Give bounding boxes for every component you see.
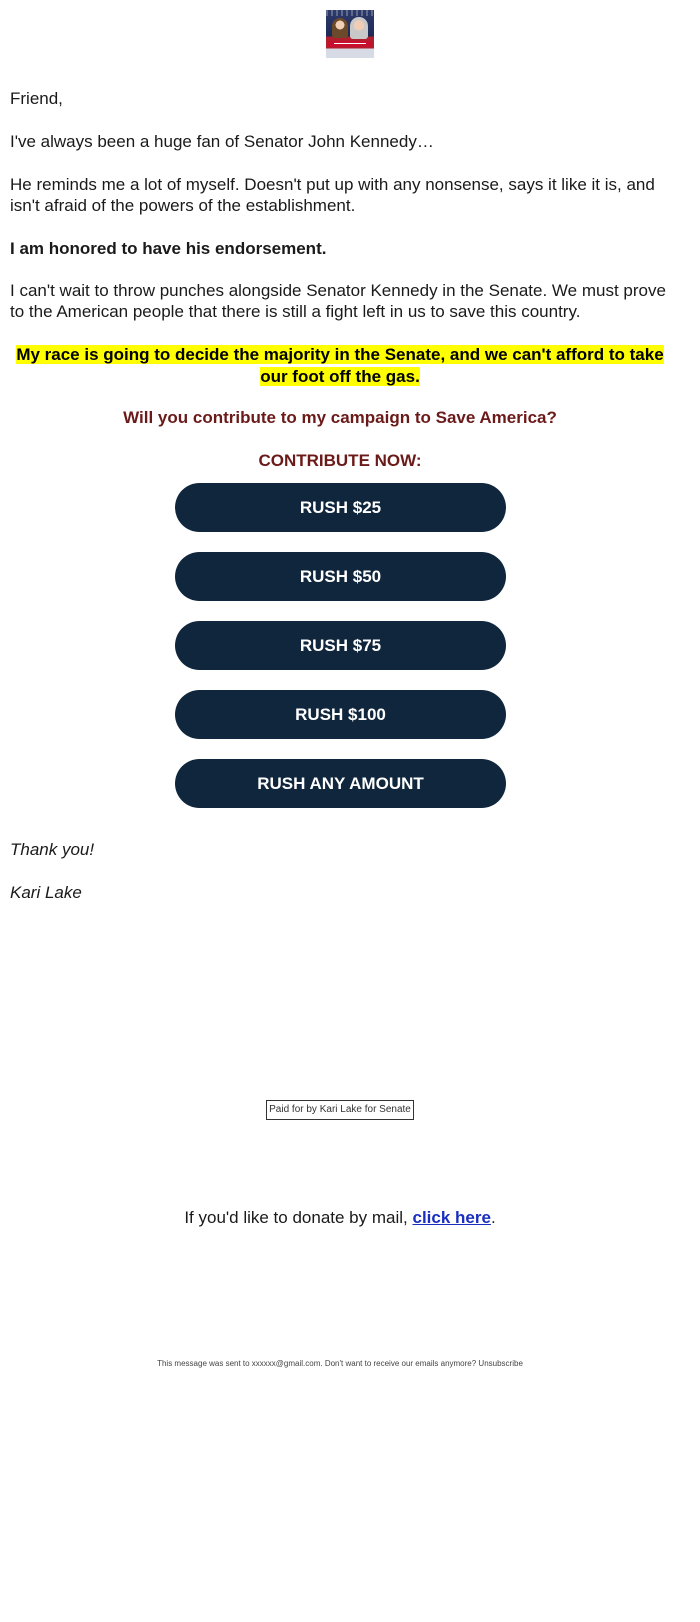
description-paragraph: He reminds me a lot of myself. Doesn't put up with any nonsense, says it like it is, and isn't afraid of the powers of the establishment. [10, 175, 655, 215]
recipient-notice: This message was sent to xxxxxx@gmail.com. Don't want to receive our emails anymore? [157, 1359, 479, 1368]
intro-paragraph: I've always been a huge fan of Senator John Kennedy… [10, 132, 434, 151]
rush-any-amount-button[interactable]: RUSH ANY AMOUNT [175, 759, 506, 808]
header-caption-strip [328, 41, 372, 47]
paid-for-disclaimer: Paid for by Kari Lake for Senate [266, 1100, 414, 1120]
rush-50-button[interactable]: RUSH $50 [175, 552, 506, 601]
footer-message-note [10, 1359, 670, 1368]
signature: Kari Lake [10, 883, 82, 902]
email-page [0, 10, 700, 1368]
thank-you-text: Thank you! [10, 840, 95, 859]
contribution-ask: Will you contribute to my campaign to Save America? [123, 408, 557, 427]
highlighted-message [10, 344, 670, 388]
campaign-header-image [326, 10, 374, 58]
highlighted-text: My race is going to decide the majority in the Senate, and we can't afford to take our foot off the gas. [16, 345, 664, 386]
contribute-heading: CONTRIBUTE NOW: [258, 451, 422, 470]
donate-by-mail-prefix: If you'd like to donate by mail, [184, 1208, 413, 1227]
senate-paragraph: I can't wait to throw punches alongside Senator Kennedy in the Senate. We must prove to the American people that there is still a fight left in us to save this country. [10, 281, 666, 321]
john-kennedy-photo [350, 17, 368, 39]
rush-25-button[interactable]: RUSH $25 [175, 483, 506, 532]
greeting: Friend, [10, 89, 63, 108]
kari-lake-photo [332, 18, 348, 38]
donate-by-mail-suffix: . [490, 1208, 496, 1227]
endorsement-paragraph: I am honored to have his endorsement. [10, 239, 327, 258]
flag-stars-decoration [326, 10, 374, 16]
rush-100-button[interactable]: RUSH $100 [175, 690, 506, 739]
donate-by-mail-line [10, 1208, 670, 1228]
unsubscribe-link[interactable]: Unsubscribe [478, 1359, 523, 1368]
donate-by-mail-link[interactable]: click here [412, 1208, 491, 1227]
rush-75-button[interactable]: RUSH $75 [175, 621, 506, 670]
header-caption-text-line [334, 43, 366, 44]
